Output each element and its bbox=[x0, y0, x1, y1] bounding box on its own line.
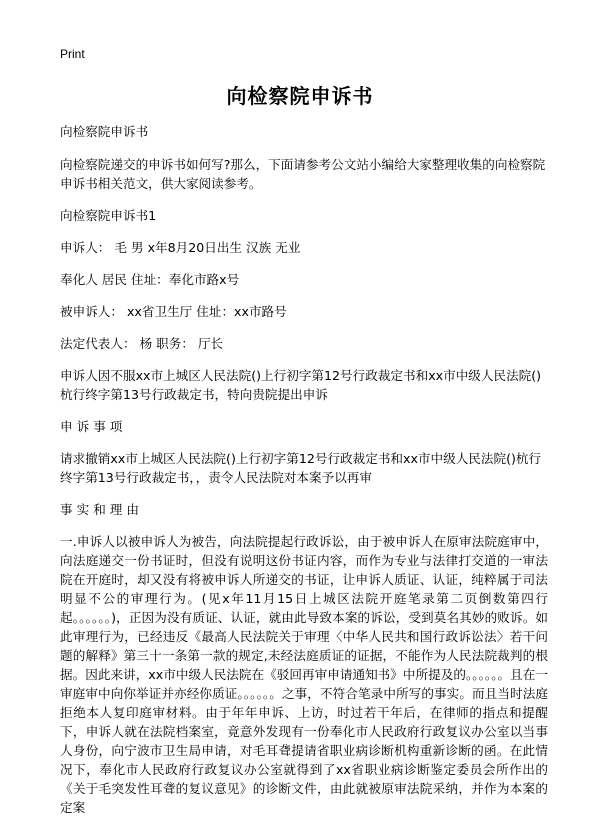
appellant-address: 奉化人 居民 住址：奉化市路x号 bbox=[60, 272, 240, 287]
appellant-line: 申诉人： 毛 男 x年8月20日出生 汉族 无业 bbox=[60, 240, 301, 255]
appeal-statement: 申诉人因不服xx市上城区人民法院()上行初字第12号行政裁定书和xx市中级人民法院()杭行终字第13号行政裁定书，特向贵院提出申诉 bbox=[60, 368, 542, 402]
section-heading-sample-1: 向检察院申诉书1 bbox=[60, 208, 157, 223]
page-title: 向检察院申诉书 bbox=[226, 84, 374, 108]
heading-facts-reasons: 事 实 和 理 由 bbox=[60, 502, 139, 517]
doc-subtitle: 向检察院申诉书 bbox=[60, 124, 149, 139]
respondent-line: 被申诉人： xx省卫生厅 住址：xx市路号 bbox=[60, 304, 287, 319]
heading-appeal-items: 申 诉 事 项 bbox=[60, 419, 123, 434]
facts-paragraph: 一.申诉人以被申诉人为被告，向法院提起行政诉讼，由于被申诉人在原审法院庭审中，向法庭递交一份书证时，但没有说明这份书证内容，而作为专业与法律打交道的一审法院在开庭时，却又没有将被申诉人所递交的书证，让申诉人质证、认证，纯粹属于司法明显不公的审理行为。(见x年11月15日上城区法院开庭笔录第二页倒数第四行起。。。。。。)，正因为没有质证、认证，就由此导致本案的诉讼，受到莫名其妙的败诉。如此审理行为，已经违反《最高人民法院关于审理〈中华人民共和国行政诉讼法〉若干问题的解释》第三十一条第一款的规定,未经法庭质证的证据，不能作为人民法院裁判的根据。因此来讲，xx市中级人民法院在《驳回再审申请通知书》中所提及的。。。。。。且在一审庭审中向你举证并亦经你质证。。。。。。之事，不符合笔录中所写的事实。而且当时法庭拒绝本人复印庭审材料。由于年年申诉、上访，时过若干年后，在律师的指点和提醒下，申诉人就在法院档案室，竟意外发现有一份奉化市人民政府行政复议办公室以当事人身份，向宁波市卫生局申请，对毛耳聋提请省职业病诊断机构重新诊断的函。在此情况下，奉化市人民政府行政复议办公室就得到了xx省职业病诊断鉴定委员会所作出的《关于毛突发性耳聋的复议意见》的诊断文件，由此就被原审法院采纳，并作为本案的定案 bbox=[60, 534, 548, 815]
appeal-request: 请求撤销xx市上城区人民法院()上行初字第12号行政裁定书和xx市中级人民法院()杭行终字第13号行政裁定书，，责令人民法院对本案予以再审 bbox=[60, 451, 542, 485]
intro-paragraph: 向检察院递交的申诉书如何写?那么，下面请参考公文站小编给大家整理收集的向检察院申诉书相关范文，供大家阅读参考。 bbox=[60, 157, 546, 191]
print-link[interactable]: Print bbox=[60, 47, 85, 61]
legal-representative-line: 法定代表人： 杨 职务： 厅长 bbox=[60, 336, 224, 351]
document-body bbox=[60, 122, 548, 817]
